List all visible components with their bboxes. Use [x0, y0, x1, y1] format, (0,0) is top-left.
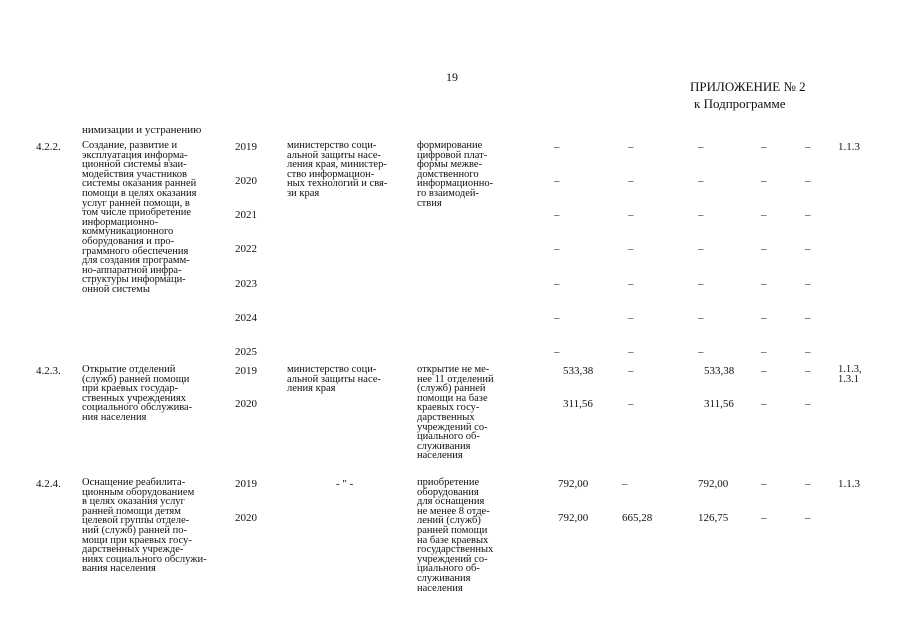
value-cell: –	[698, 312, 704, 324]
value-cell: –	[554, 346, 560, 358]
row-code: 4.2.2.	[36, 141, 61, 153]
row-code: 4.2.3.	[36, 365, 61, 377]
row-ref: 1.1.3	[838, 141, 860, 153]
row-executor: министерство соци- альной защиты насе- ления края, министер- ство информацион- ных технологий и свя- зи края	[287, 140, 388, 199]
value-cell: 792,00	[558, 512, 589, 524]
value-cell: –	[628, 175, 634, 187]
value-cell: –	[628, 312, 634, 324]
row-year: 2022	[235, 243, 257, 255]
value-cell: –	[628, 365, 634, 377]
value-cell: –	[805, 312, 811, 324]
value-cell: –	[761, 512, 767, 524]
appendix-title: ПРИЛОЖЕНИЕ № 2	[690, 79, 806, 94]
value-cell: –	[622, 478, 628, 490]
value-cell: –	[698, 209, 704, 221]
row-executor: министерство соци- альной защиты насе- ления края	[287, 364, 381, 395]
row-year: 2024	[235, 312, 257, 324]
value-cell: –	[628, 243, 634, 255]
value-cell: –	[698, 243, 704, 255]
value-cell: –	[805, 278, 811, 290]
value-cell: –	[698, 141, 704, 153]
value-cell: –	[761, 346, 767, 358]
value-cell: –	[761, 312, 767, 324]
row-year: 2021	[235, 209, 257, 221]
row-year: 2020	[235, 398, 257, 410]
appendix-subtitle: к Подпрограмме	[694, 96, 786, 111]
value-cell: 311,56	[704, 398, 734, 410]
value-cell: –	[761, 278, 767, 290]
carryover-text: нимизации и устранению	[82, 124, 202, 136]
row-name: Оснащение реабилита- ционным оборудованием в целях оказания услуг ранней помощи детям целевой группы отделе- ний (служб) ранней по- мощи при краевых госу- дарственных учрежде- ниях социального обслужи- вания населения	[82, 477, 207, 575]
value-cell: –	[761, 398, 767, 410]
row-result: формирование цифровой плат- формы межве- домственного информационно- го взаимодей- ствия	[417, 140, 494, 209]
row-year: 2019	[235, 478, 257, 490]
value-cell: –	[628, 278, 634, 290]
value-cell: –	[761, 365, 767, 377]
value-cell: –	[554, 278, 560, 290]
value-cell: –	[805, 175, 811, 187]
value-cell: –	[761, 209, 767, 221]
row-ref: 1.1.3, 1.3.1	[838, 364, 862, 385]
row-year: 2023	[235, 278, 257, 290]
value-cell: –	[554, 141, 560, 153]
value-cell: –	[805, 243, 811, 255]
value-cell: –	[805, 141, 811, 153]
value-cell: 533,38	[563, 365, 594, 377]
value-cell: –	[628, 346, 634, 358]
row-name: Открытие отделений (служб) ранней помощи при краевых государ- ственных учреждениях социального обслужива- ния населения	[82, 364, 193, 423]
value-cell: –	[698, 346, 704, 358]
row-result: приобретение оборудования для оснащения не менее 8 отде- лений (служб) ранней помощи на базе краевых государственных учреждений со- циального об- служивания населения	[417, 477, 494, 594]
value-cell: –	[554, 209, 560, 221]
value-cell: 792,00	[698, 478, 729, 490]
value-cell: –	[805, 398, 811, 410]
value-cell: –	[628, 398, 634, 410]
page-number: 19	[446, 70, 458, 84]
row-result: открытие не ме- нее 11 отделений (служб) ранней помощи на базе краевых госу- дарственных учреждений со- циального об- служивания населения	[417, 364, 494, 462]
row-executor: - " -	[336, 478, 354, 490]
value-cell: –	[554, 175, 560, 187]
value-cell: –	[761, 478, 767, 490]
value-cell: –	[628, 141, 634, 153]
value-cell: –	[554, 312, 560, 324]
value-cell: –	[805, 346, 811, 358]
value-cell: 311,56	[563, 398, 593, 410]
value-cell: –	[554, 243, 560, 255]
row-code: 4.2.4.	[36, 478, 61, 490]
value-cell: 126,75	[698, 512, 729, 524]
value-cell: 533,38	[704, 365, 735, 377]
value-cell: –	[805, 365, 811, 377]
value-cell: –	[761, 243, 767, 255]
row-year: 2019	[235, 141, 257, 153]
value-cell: –	[761, 175, 767, 187]
value-cell: –	[761, 141, 767, 153]
value-cell: –	[698, 175, 704, 187]
value-cell: –	[805, 209, 811, 221]
value-cell: –	[628, 209, 634, 221]
value-cell: –	[698, 278, 704, 290]
row-year: 2020	[235, 175, 257, 187]
value-cell: –	[805, 512, 811, 524]
row-ref: 1.1.3	[838, 478, 860, 490]
value-cell: 792,00	[558, 478, 589, 490]
value-cell: 665,28	[622, 512, 653, 524]
row-year: 2025	[235, 346, 257, 358]
value-cell: –	[805, 478, 811, 490]
row-year: 2020	[235, 512, 257, 524]
row-year: 2019	[235, 365, 257, 377]
row-name: Создание, развитие и эксплуатация информа- ционной системы взаи- модействия участников системы оказания ранней помощи в целях оказания услуг ранней помощи, в том числе приобретение информационно- коммуникационного оборудования и про- граммного обеспечения для создания программ- но-аппаратной инфра- структуры информаци- онной системы	[82, 140, 197, 295]
